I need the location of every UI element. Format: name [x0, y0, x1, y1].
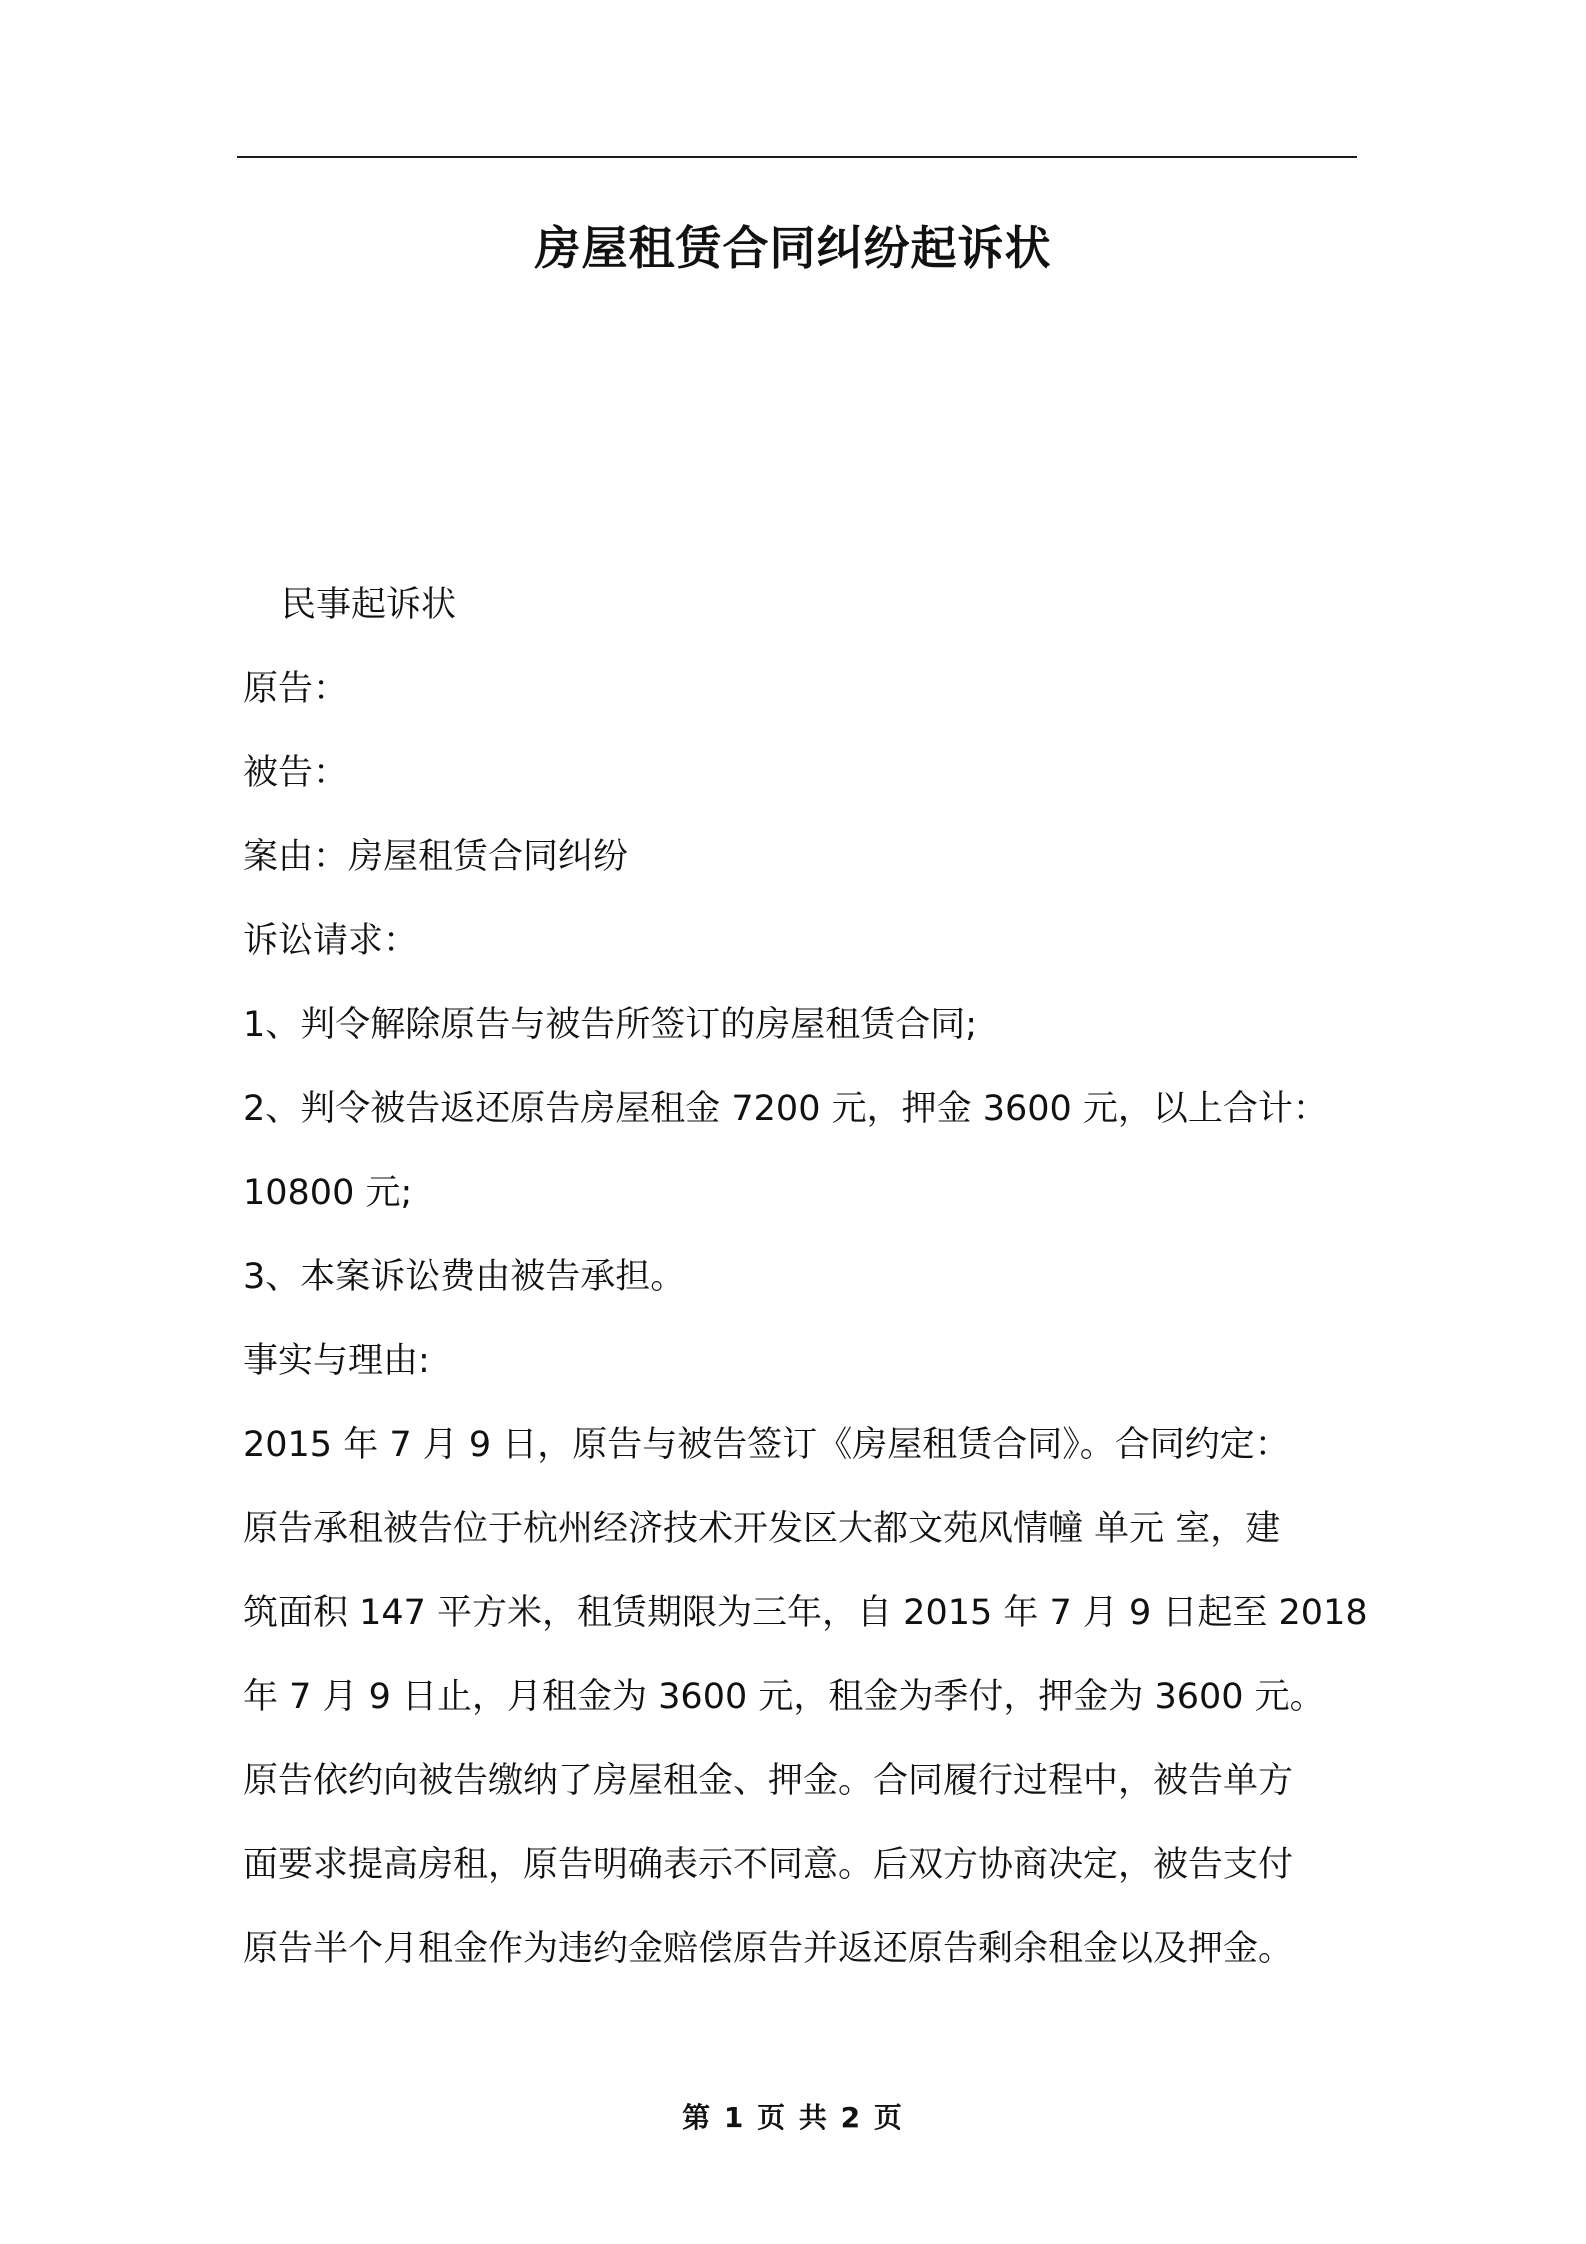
facts-line: 原告承租被告位于杭州经济技术开发区大都文苑风情幢 单元 室，建	[243, 1509, 1281, 1549]
page-number: 第 1 页 共 2 页	[682, 2101, 904, 2134]
plaintiff-label: 原告：	[243, 669, 349, 709]
complaint-heading: 民事起诉状	[281, 585, 457, 625]
claim-item: 3、本案诉讼费由被告承担。	[243, 1257, 686, 1297]
cause-label: 案由：	[243, 837, 349, 877]
claim-item-continuation: 10800 元;	[243, 1173, 413, 1213]
facts-line: 筑面积 147 平方米，租赁期限为三年，自 2015 年 7 月 9 日起至 2018	[243, 1593, 1368, 1633]
claim-item: 2、判令被告返还原告房屋租金 7200 元，押金 3600 元，以上合计：	[243, 1089, 1328, 1129]
claim-item: 1、判令解除原告与被告所签订的房屋租赁合同;	[243, 1005, 978, 1045]
facts-line: 2015 年 7 月 9 日，原告与被告签订《房屋租赁合同》。合同约定：	[243, 1425, 1290, 1465]
facts-label: 事实与理由:	[243, 1341, 430, 1381]
cause-line	[243, 815, 1355, 899]
facts-line: 面要求提高房租，原告明确表示不同意。后双方协商决定，被告支付	[243, 1845, 1294, 1885]
facts-line: 原告依约向被告缴纳了房屋租金、押金。合同履行过程中，被告单方	[243, 1761, 1294, 1801]
document-title: 房屋租赁合同纠纷起诉状	[534, 221, 1052, 275]
facts-line: 年 7 月 9 日止，月租金为 3600 元，租金为季付，押金为 3600 元。	[243, 1677, 1325, 1717]
cause-value: 房屋租赁合同纠纷	[348, 837, 629, 877]
document-body	[243, 563, 1368, 1991]
defendant-label: 被告：	[243, 753, 349, 793]
header-rule	[237, 156, 1357, 158]
facts-line: 原告半个月租金作为违约金赔偿原告并返还原告剩余租金以及押金。	[243, 1929, 1294, 1969]
claims-label: 诉讼请求：	[243, 921, 419, 961]
